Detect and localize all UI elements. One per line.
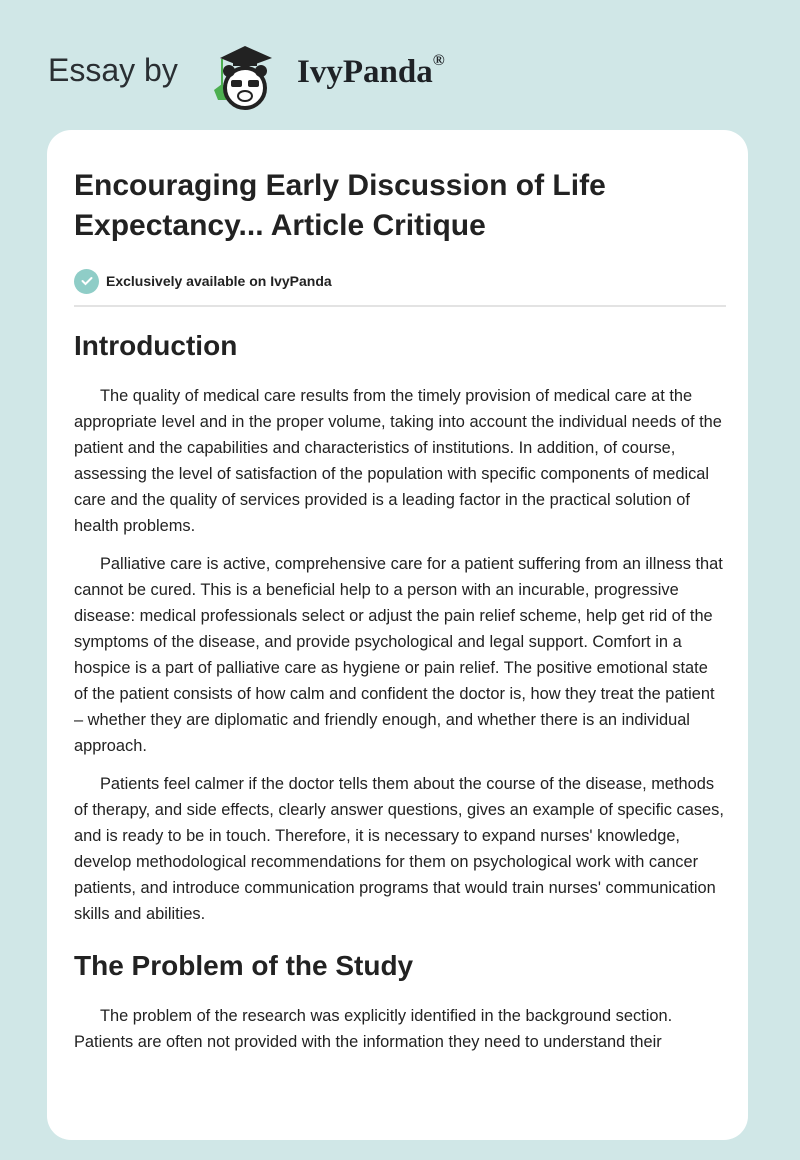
exclusive-badge: Exclusively available on IvyPanda xyxy=(74,268,726,294)
brand-name: IvyPanda® xyxy=(297,52,445,90)
section-heading: Introduction xyxy=(74,330,238,361)
site-header xyxy=(0,30,800,110)
paragraph: Patients feel calmer if the doctor tells them about the course of the disease, methods of therapy, and side effects, clearly answer questions, gives an example of specific cases, and is ready to be in touch. Therefore, it is necessary to expand nurses' knowledge, develop methodological recommendations for them on psychological work with cancer patients, and introduce communication programs that would train nurses' communication skills and abilities. xyxy=(74,775,724,923)
section-heading: The Problem of the Study xyxy=(74,950,414,981)
essay-by-label: Essay by xyxy=(48,52,178,88)
divider xyxy=(74,305,726,307)
check-icon xyxy=(74,269,99,294)
article-title: Encouraging Early Discussion of Life Expectancy... Article Critique xyxy=(74,169,606,242)
paragraph: Palliative care is active, comprehensive care for a patient suffering from an illness that cannot be cured. This is a beneficial help to a person with an incurable, progressive disease: medical professionals select or adjust the pain relief scheme, help get rid of the symptoms of the disease, and provide psychological and legal support. Comfort in a hospice is a part of palliative care as hygiene or pain relief. The positive emotional state of the patient consists of how calm and confident the doctor is, how they treat the patient – whether they are diplomatic and friendly enough, and whether there is an individual approach. xyxy=(74,555,723,755)
paragraph: The quality of medical care results from the timely provision of medical care at the appropriate level and in the proper volume, taking into account the individual needs of the patient and the capabilities and characteristics of institutions. In addition, of course, assessing the level of satisfaction of the population with specific components of medical care and the quality of services provided is a leading factor in the practical solution of health problems. xyxy=(74,387,722,535)
paragraph: The problem of the research was explicitly identified in the background section. Patients are often not provided with the information they need to understand their xyxy=(74,1007,673,1051)
article-card xyxy=(47,130,748,1140)
panda-logo-icon xyxy=(200,44,290,114)
